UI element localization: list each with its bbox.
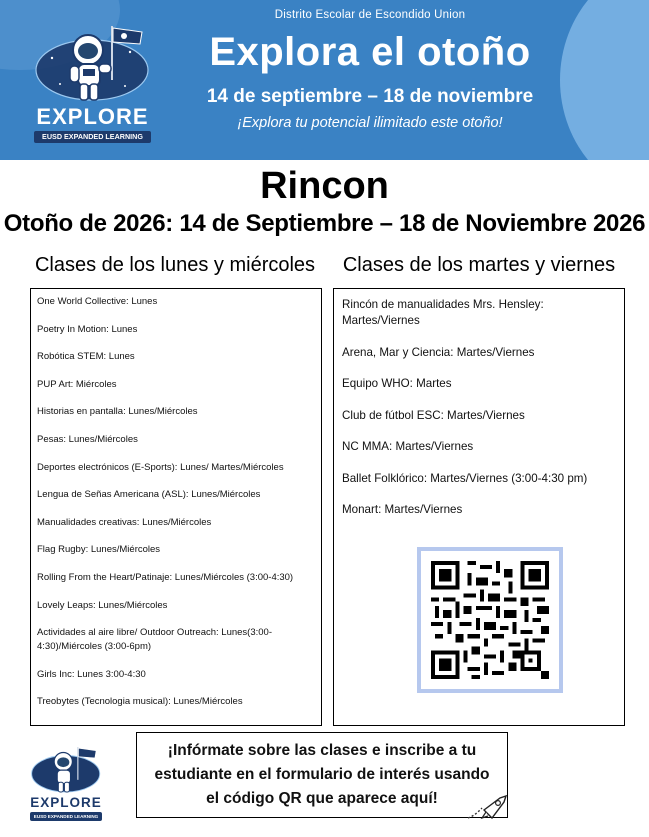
class-item: Actividades al aire libre/ Outdoor Outreach: Lunes(3:00-4:30)/Miércoles (3:00-6pm) [37,627,272,653]
logo-subtitle: EUSD EXPANDED LEARNING [34,131,151,143]
qr-code[interactable] [417,547,563,693]
astronaut-icon [30,18,155,108]
season-dates: Otoño de 2026: 14 de Septiembre – 18 de Noviembre 2026 [3,210,646,237]
explore-logo-small [28,742,104,822]
class-item: Pesas: Lunes/Miércoles [37,433,138,445]
class-item: Rolling From the Heart/Patinaje: Lunes/Miércoles (3:00-4:30) [37,571,294,583]
banner-dates: 14 de septiembre – 18 de noviembre [206,86,534,107]
banner-headline: Explora el otoño [209,30,531,74]
signup-callout [136,732,508,818]
class-item: Deportes electrónicos (E-Sports): Lunes/ Martes/Miércoles [37,461,284,473]
class-item: Equipo WHO: Martes [342,377,452,390]
class-list [334,289,624,518]
class-list [31,289,321,709]
logo-wordmark: EXPLORE [30,795,102,810]
qr-code-icon [431,561,549,679]
class-item: Club de fútbol ESC: Martes/Viernes [342,408,525,422]
class-item: Robótica STEM: Lunes [37,351,135,363]
class-item: Lovely Leaps: Lunes/Miércoles [37,599,168,611]
astronaut-icon [28,742,104,797]
logo-wordmark: EXPLORE [36,104,149,129]
class-item: Arena, Mar y Ciencia: Martes/Viernes [342,345,535,359]
logo-subtitle: EUSD EXPANDED LEARNING [30,812,102,821]
class-item: NC MMA: Martes/Viernes [342,440,474,453]
right-column-heading: Clases de los martes y viernes [342,254,616,276]
class-item: Flag Rugby: Lunes/Miércoles [37,544,161,556]
site-title: Rincon [260,165,389,207]
callout-line: estudiante en el formulario de interés usando [154,766,490,783]
banner-decoration [560,0,649,160]
class-item: Historias en pantalla: Lunes/Miércoles [37,406,198,418]
class-item: PUP Art: Miércoles [37,378,117,390]
left-column-heading: Clases de los lunes y miércoles [34,254,316,276]
callout-line: ¡Infórmate sobre las clases e inscribe a tu [167,742,477,759]
district-name: Distrito Escolar de Escondido Union [274,9,466,21]
callout-line: el código QR que aparece aquí! [206,790,438,807]
class-item: Monart: Martes/Viernes [342,503,463,516]
class-item: Poetry In Motion: Lunes [37,323,138,335]
class-item: Lengua de Señas Americana (ASL): Lunes/Miércoles [37,489,261,501]
monday-wednesday-classes-box [30,288,322,726]
class-item: One World Collective: Lunes [37,296,158,307]
class-item: Ballet Folklórico: Martes/Viernes (3:00-4:30 pm) [342,471,588,485]
explore-logo [30,18,155,146]
class-item: Rincón de manualidades Mrs. Hensley: Martes/Viernes [342,298,544,327]
header-banner [0,0,649,160]
class-item: Girls Inc: Lunes 3:00-4:30 [37,668,146,680]
class-item: Manualidades creativas: Lunes/Miércoles [37,516,212,528]
class-item: Treobytes (Tecnologia musical): Lunes/Miércoles [37,696,243,708]
banner-tagline: ¡Explora tu potencial ilimitado este otoño! [237,115,503,131]
rocket-icon [462,792,512,824]
